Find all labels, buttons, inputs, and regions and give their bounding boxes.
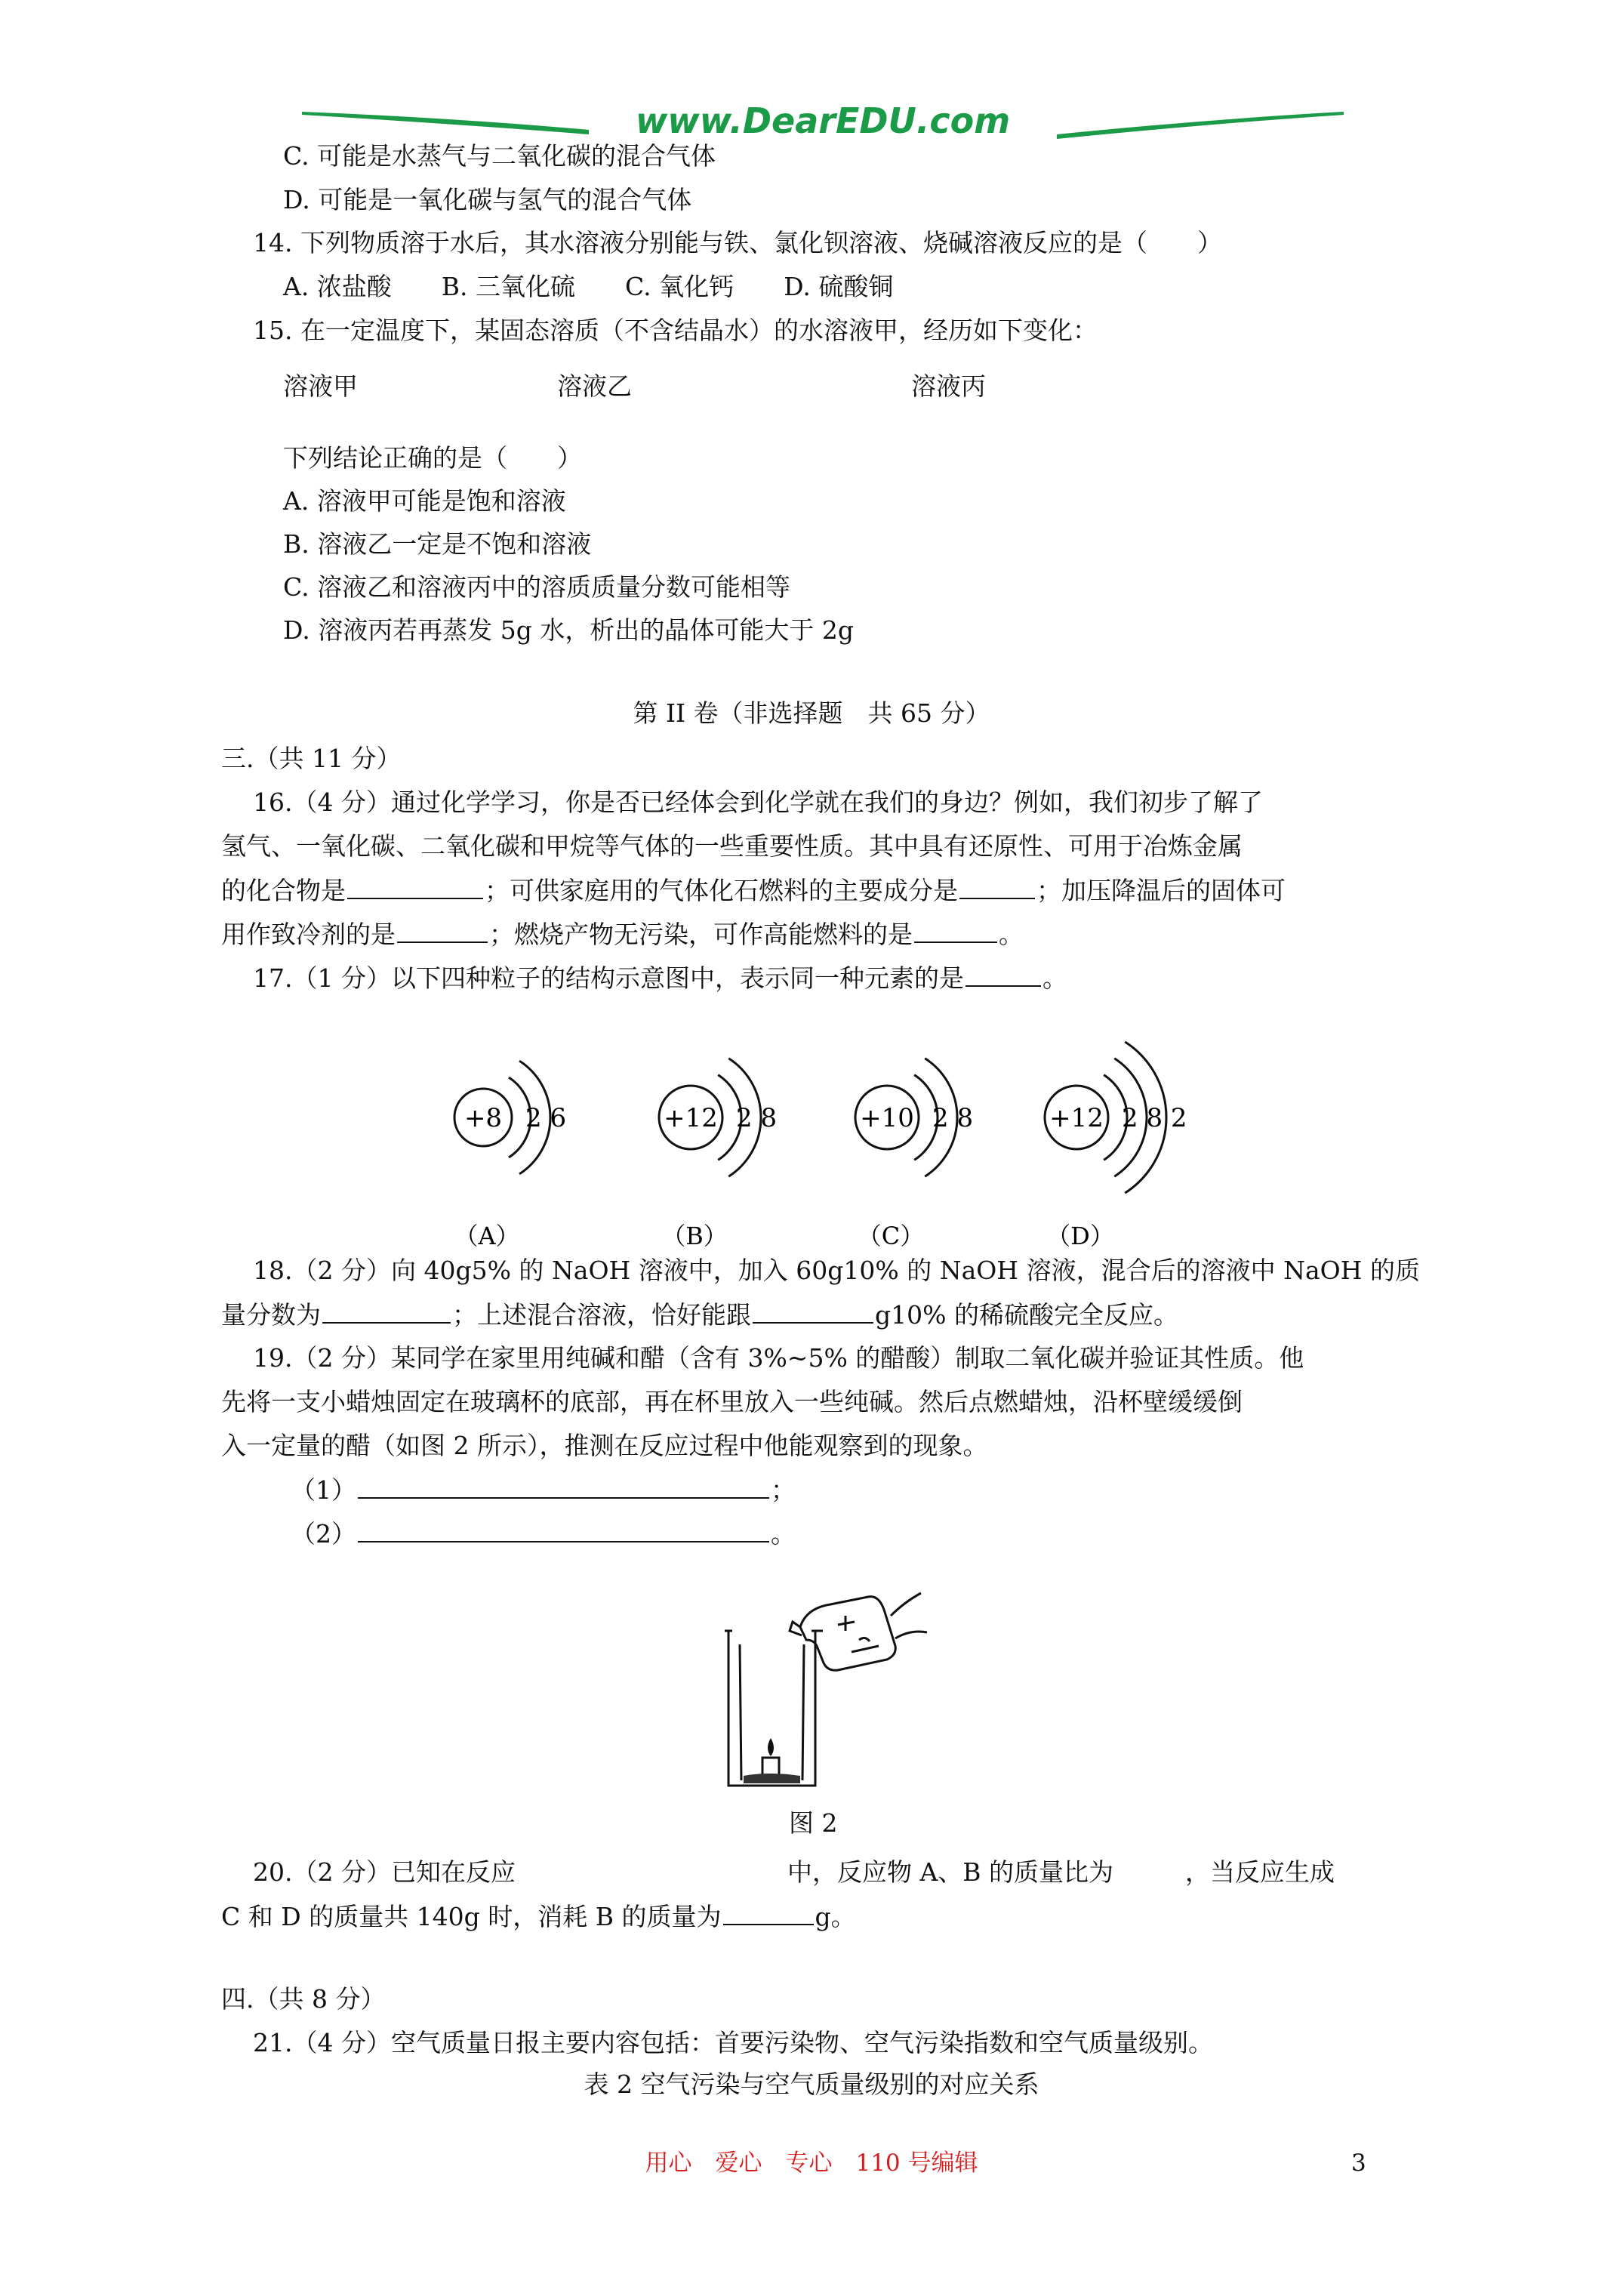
q19-punct: 。: [771, 1519, 796, 1549]
electron-counts: 2 8: [736, 1103, 778, 1133]
q20-text: g。: [815, 1902, 856, 1931]
q19-label: （2）: [291, 1519, 356, 1549]
nucleus-charge: +8: [463, 1103, 503, 1133]
atom-label: （B）: [661, 1222, 728, 1250]
q21-text: 21.（4 分）空气质量日报主要内容包括：首要污染物、空气污染指数和空气质量级别。: [253, 2028, 1213, 2057]
atom-diagram: [454, 1061, 566, 1250]
atom-structure-diagrams: [423, 1004, 1223, 1253]
site-header: [302, 98, 1344, 143]
nucleus-charge: +10: [860, 1103, 914, 1133]
q15-option-d: D. 溶液丙若再蒸发 5g 水，析出的晶体可能大于 2g: [283, 615, 854, 645]
page-number: 3: [1351, 2150, 1366, 2177]
atom-label: （C）: [857, 1222, 925, 1250]
answer-blank[interactable]: [959, 875, 1035, 899]
q15-solution-a: 溶液甲: [283, 371, 358, 401]
atom-diagram: [855, 1059, 973, 1250]
q16-text: ；加压降温后的固体可: [1036, 876, 1286, 905]
q16-line-2: 氢气、一氧化碳、二氧化碳和甲烷等气体的一些重要性质。其中具有还原性、可用于冶炼金属: [221, 831, 1243, 861]
q15-option-a: A. 溶液甲可能是饱和溶液: [283, 486, 566, 516]
section-4-heading: 四.（共 8 分）: [221, 1984, 386, 2014]
q20-text: 20.（2 分）已知在反应: [253, 1857, 516, 1887]
q16-text: ；可供家庭用的气体化石燃料的主要成分是: [485, 876, 958, 905]
q19-answer-2: [291, 1518, 796, 1549]
q15-option-c: C. 溶液乙和溶液丙中的溶质质量分数可能相等: [283, 572, 791, 602]
q18-line-2: [221, 1299, 1178, 1330]
q19-line-3: 入一定量的醋（如图 2 所示），推测在反应过程中他能观察到的现象。: [221, 1431, 988, 1460]
q15-solution-b: 溶液乙: [557, 371, 632, 401]
answer-blank[interactable]: [723, 1901, 814, 1925]
electron-counts: 2 6: [525, 1103, 567, 1133]
section-3-heading: 三.（共 11 分）: [221, 744, 402, 773]
q19-label: （1）: [291, 1475, 356, 1505]
site-logo-text: www.DearEDU.com: [635, 100, 1011, 141]
q15-option-b: B. 溶液乙一定是不饱和溶液: [283, 529, 592, 559]
answer-blank[interactable]: [322, 1299, 451, 1324]
answer-blank[interactable]: [753, 1299, 873, 1324]
q19-line-2: 先将一支小蜡烛固定在玻璃杯的底部，再在杯里放入一些纯碱。然后点燃蜡烛，沿杯壁缓缓倒: [221, 1387, 1243, 1416]
glass-outline-icon: [725, 1631, 823, 1786]
q14-options: A. 浓盐酸 B. 三氧化硫 C. 氧化钙 D. 硫酸铜: [283, 272, 894, 301]
electron-counts: 2 8 2: [1122, 1103, 1187, 1133]
q13-option-d: D. 可能是一氧化碳与氢气的混合气体: [283, 185, 692, 214]
q19-line-1: 19.（2 分）某同学在家里用纯碱和醋（含有 3%~5% 的醋酸）制取二氧化碳并验证其性质。他: [253, 1343, 1304, 1373]
q16-text: 的化合物是: [221, 876, 346, 905]
atom-diagram: [1045, 1042, 1187, 1250]
footer-editor-note: 用心 爱心 专心 110 号编辑: [645, 2150, 978, 2177]
q15-text: 15. 在一定温度下，某固态溶质（不含结晶水）的水溶液甲，经历如下变化：: [253, 316, 1098, 345]
q17-line: [253, 963, 1067, 994]
q15-prompt: 下列结论正确的是（ ）: [283, 443, 582, 473]
bottle-icon: [790, 1593, 927, 1670]
table-2-caption: 表 2 空气污染与空气质量级别的对应关系: [584, 2069, 1039, 2099]
q18-text: g10% 的稀硫酸完全反应。: [875, 1300, 1178, 1330]
answer-blank[interactable]: [358, 1475, 769, 1499]
answer-blank[interactable]: [397, 919, 488, 943]
q20-line-2: [221, 1901, 856, 1932]
q16-line-4: [221, 919, 1024, 950]
q15-solution-c: 溶液丙: [911, 371, 986, 401]
q18-text: 量分数为: [221, 1300, 321, 1330]
atom-label: （D）: [1046, 1222, 1114, 1250]
q20-text: ，当反应生成: [1185, 1857, 1335, 1887]
atom-diagram: [659, 1059, 777, 1250]
answer-blank[interactable]: [347, 875, 483, 899]
answer-blank[interactable]: [965, 963, 1041, 987]
answer-blank[interactable]: [358, 1518, 769, 1542]
q17-text: 17.（1 分）以下四种粒子的结构示意图中，表示同一种元素的是: [253, 963, 964, 993]
q14-text: 14. 下列物质溶于水后，其水溶液分别能与铁、氯化钡溶液、烧碱溶液反应的是（ ）: [253, 228, 1222, 257]
q20-text: 中，反应物 A、B 的质量比为: [787, 1857, 1114, 1887]
q16-text: 用作致冷剂的是: [221, 920, 396, 949]
q19-punct: ；: [771, 1475, 796, 1505]
q16-text: 。: [999, 920, 1024, 949]
nucleus-charge: +12: [664, 1103, 718, 1133]
atom-label: （A）: [454, 1222, 520, 1250]
electron-counts: 2 8: [932, 1103, 974, 1133]
q13-option-c: C. 可能是水蒸气与二氧化碳的混合气体: [283, 141, 716, 171]
part2-title: 第 II 卷（非选择题 共 65 分）: [633, 698, 990, 728]
q18-text: ；上述混合溶液，恰好能跟: [452, 1300, 751, 1330]
q20-line-1: [253, 1857, 1335, 1888]
figure-2-caption: 图 2: [789, 1808, 838, 1838]
answer-blank[interactable]: [914, 919, 997, 943]
q16-line-3: [221, 875, 1286, 906]
figure-2-glass-candle: [717, 1586, 936, 1797]
q20-text: C 和 D 的质量共 140g 时，消耗 B 的质量为: [221, 1902, 722, 1931]
nucleus-charge: +12: [1049, 1103, 1104, 1133]
q18-line-1: 18.（2 分）向 40g5% 的 NaOH 溶液中，加入 60g10% 的 NaOH 溶液，混合后的溶液中 NaOH 的质: [253, 1256, 1420, 1285]
q16-line-1: 16.（4 分）通过化学学习，你是否已经体会到化学就在我们的身边？例如，我们初步了解了: [253, 787, 1263, 817]
q19-answer-1: [291, 1475, 796, 1505]
q17-text: 。: [1042, 963, 1067, 993]
q16-text: ；燃烧产物无污染，可作高能燃料的是: [489, 920, 913, 949]
candle-icon: [744, 1738, 800, 1783]
